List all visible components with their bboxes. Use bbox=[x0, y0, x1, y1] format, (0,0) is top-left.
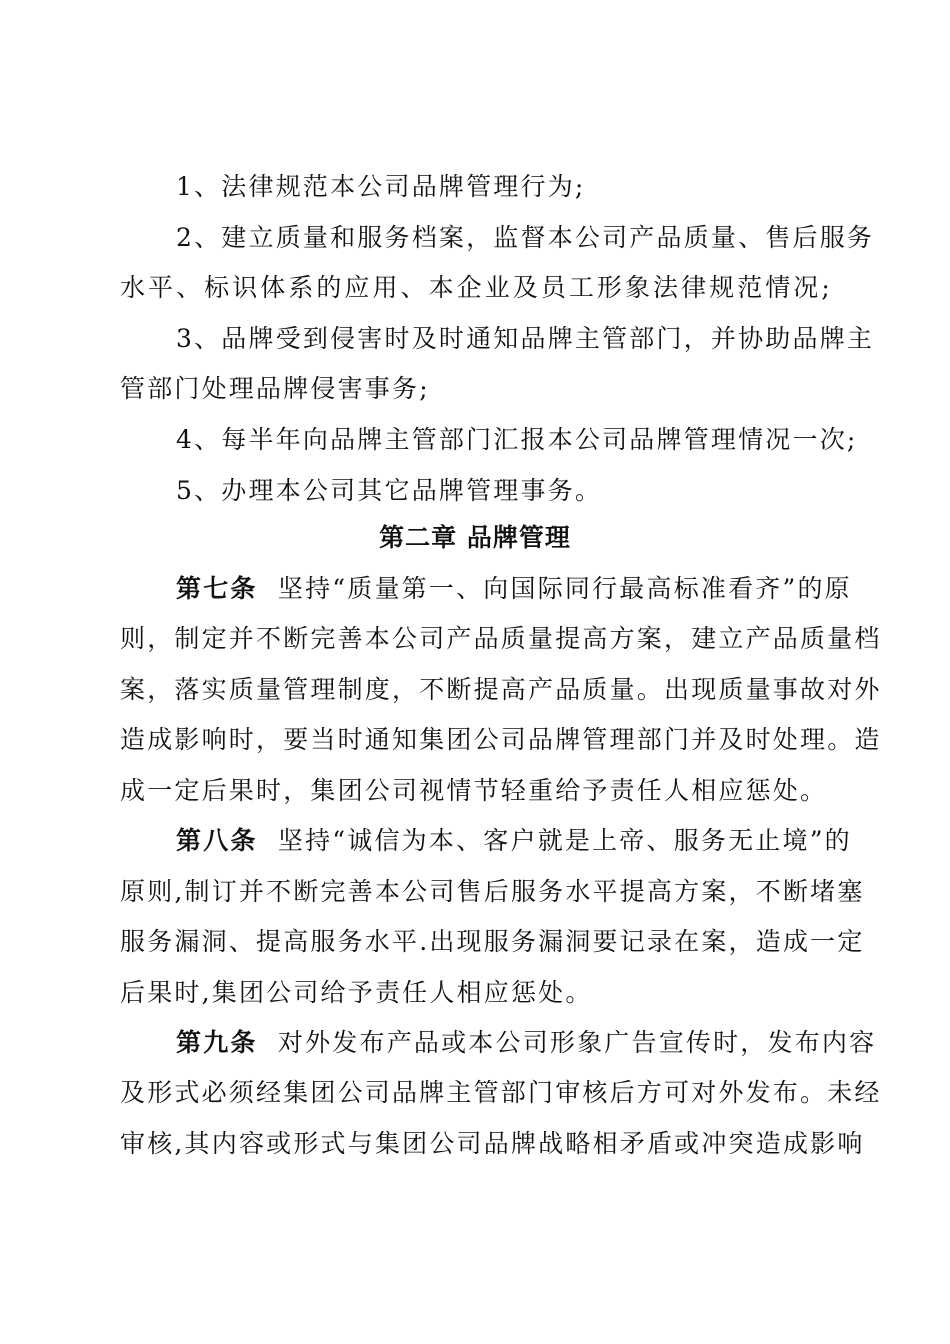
article-7-line-1 bbox=[176, 574, 852, 604]
article-9-label: 第九条 bbox=[176, 1028, 258, 1057]
article-9-line-2: 及形式必须经集团公司品牌主管部门审核后方可对外发布。未经 bbox=[120, 1078, 882, 1107]
list-item-4: 4、每半年向品牌主管部门汇报本公司品牌管理情况一次; bbox=[176, 425, 858, 454]
article-8-line-1 bbox=[176, 826, 852, 856]
article-7-label: 第七条 bbox=[176, 574, 258, 603]
article-8-text: 坚持“诚信为本、客户就是上帝、服务无止境”的 bbox=[277, 826, 852, 855]
list-item-3-line-2: 管部门处理品牌侵害事务; bbox=[120, 374, 430, 403]
list-item-1: 1、法律规范本公司品牌管理行为; bbox=[176, 172, 586, 201]
article-8-line-4: 后果时,集团公司给予责任人相应惩处。 bbox=[120, 978, 593, 1007]
article-9-line-3: 审核,其内容或形式与集团公司品牌战略相矛盾或冲突造成影响 bbox=[120, 1129, 865, 1158]
article-8-line-2: 原则,制订并不断完善本公司售后服务水平提高方案，不断堵塞 bbox=[120, 877, 865, 906]
chapter-heading: 第二章 品牌管理 bbox=[379, 523, 571, 552]
article-8-label: 第八条 bbox=[176, 826, 258, 855]
list-item-2-line-1: 2、建立质量和服务档案，监督本公司产品质量、售后服务 bbox=[176, 223, 875, 252]
article-7-line-2: 则，制定并不断完善本公司产品质量提高方案，建立产品质量档 bbox=[120, 624, 882, 653]
list-item-5: 5、办理本公司其它品牌管理事务。 bbox=[176, 476, 603, 505]
article-8-line-3: 服务漏洞、提高服务水平.出现服务漏洞要记录在案，造成一定 bbox=[120, 927, 865, 956]
article-7-line-4: 造成影响时，要当时通知集团公司品牌管理部门并及时处理。造 bbox=[120, 725, 882, 754]
article-7-text: 坚持“质量第一、向国际同行最高标准看齐”的原 bbox=[277, 574, 852, 603]
article-9-line-1 bbox=[176, 1028, 877, 1058]
article-7-line-5: 成一定后果时，集团公司视情节轻重给予责任人相应惩处。 bbox=[120, 776, 828, 805]
list-item-3-line-1: 3、品牌受到侵害时及时通知品牌主管部门，并协助品牌主 bbox=[176, 324, 875, 353]
list-item-2-line-2: 水平、标识体系的应用、本企业及员工形象法律规范情况; bbox=[120, 273, 832, 302]
article-9-text: 对外发布产品或本公司形象广告宣传时，发布内容 bbox=[277, 1028, 877, 1057]
article-7-line-3: 案，落实质量管理制度，不断提高产品质量。出现质量事故对外 bbox=[120, 675, 882, 704]
